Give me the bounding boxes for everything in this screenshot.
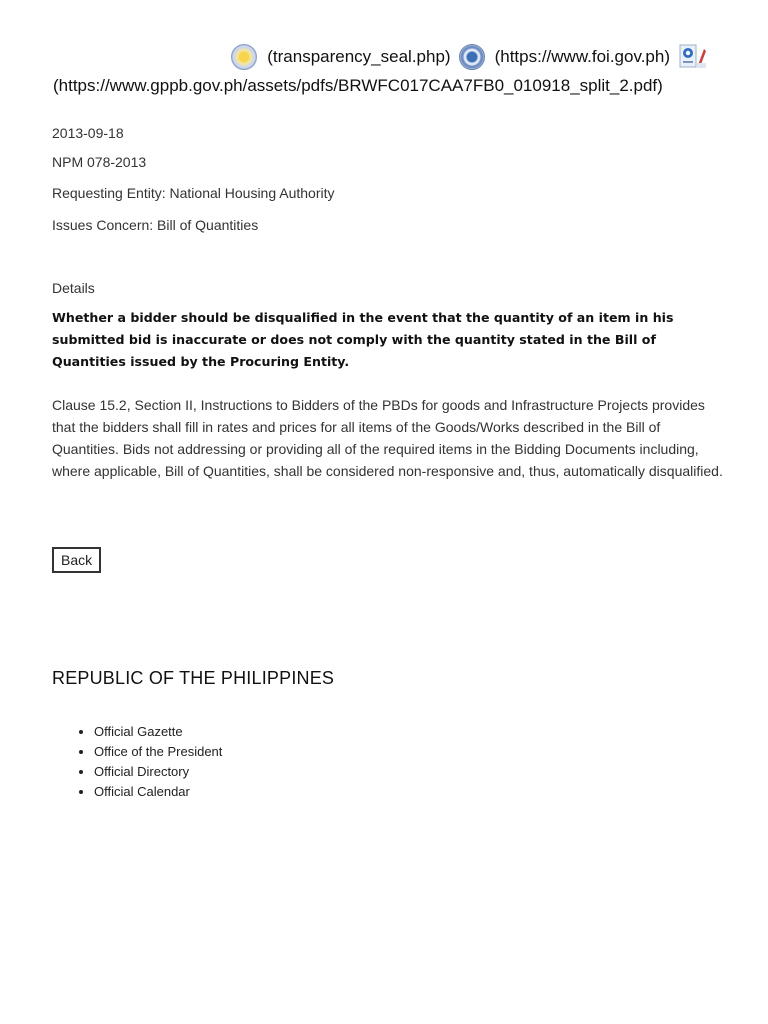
pdf-link[interactable]: (https://www.gppb.gov.ph/assets/pdfs/BRWFC017CAA7FB0_010918_split_2.pdf) [53,76,663,95]
record-date: 2013-09-18 [52,125,124,141]
list-item [94,742,222,762]
foi-seal-icon[interactable] [459,44,485,70]
header-links [0,42,768,100]
office-of-the-president-link[interactable]: Office of the President [94,744,223,759]
foi-link[interactable]: (https://www.foi.gov.ph) [494,47,670,66]
transparency-seal-icon[interactable] [231,44,257,70]
issues-concern: Issues Concern: Bill of Quantities [52,217,259,233]
footer-heading: REPUBLIC OF THE PHILIPPINES [52,668,335,688]
official-directory-link[interactable]: Official Directory [94,764,190,779]
details-label: Details [52,280,95,296]
header-links-row [0,42,768,71]
pdf-document-icon[interactable] [678,43,708,71]
official-gazette-link[interactable]: Official Gazette [94,724,183,739]
list-item [94,722,222,742]
list-item [94,782,222,802]
footer-links-list [52,722,222,802]
official-calendar-link[interactable]: Official Calendar [94,784,190,799]
list-item [94,762,222,782]
requesting-entity: Requesting Entity: National Housing Authority [52,185,335,201]
npm-number: NPM 078-2013 [52,154,147,170]
details-answer: Clause 15.2, Section II, Instructions to Bidders of the PBDs for goods and Infrastructure Projects provides that the bidders shall fill in rates and prices for all items of the Goods/Works described in the Bill of Quantities. Bids not addressing or providing all of the required items in the Bidding Documents including, where applicable, Bill of Quantities, shall be considered non-responsive and, thus, automatically disqualified. [52,397,723,479]
header-links-row-2 [0,71,768,100]
transparency-seal-link[interactable]: (transparency_seal.php) [267,47,451,66]
details-question: Whether a bidder should be disqualified in the event that the quantity of an item in his submitted bid is inaccurate or does not comply with the quantity stated in the Bill of Quantities issued by the Procuring Entity. [52,310,674,369]
back-button[interactable]: Back [52,547,101,573]
